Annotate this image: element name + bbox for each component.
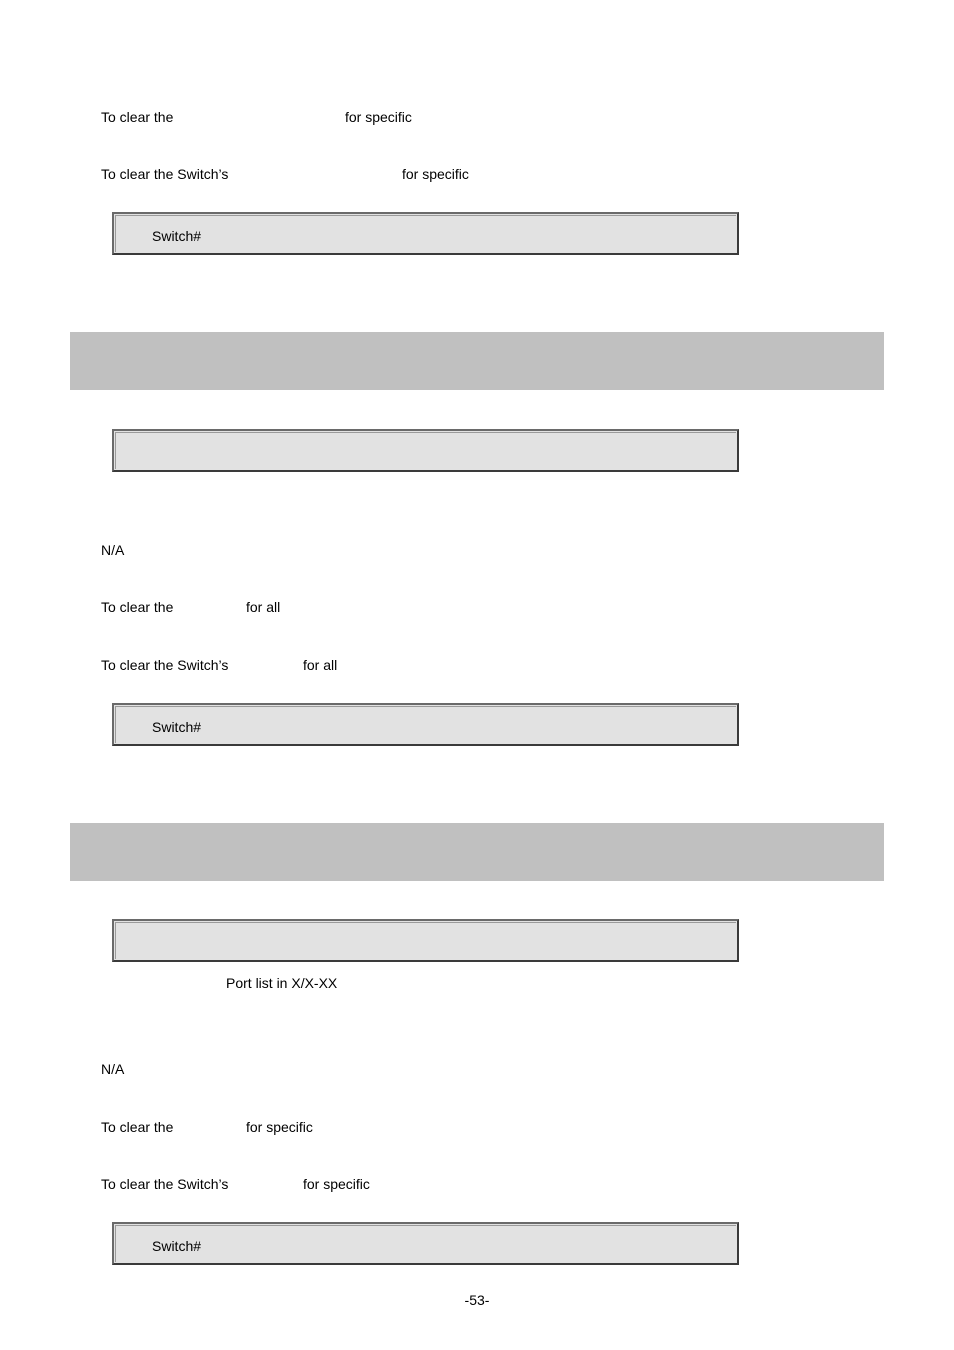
example-code-box xyxy=(112,212,739,255)
default-value: N/A xyxy=(101,542,125,558)
command-syntax-box xyxy=(112,429,739,472)
usage-lead: To clear the xyxy=(101,109,174,125)
usage-tail: for specific xyxy=(246,1119,313,1135)
code-prompt: Switch# xyxy=(152,228,202,244)
code-prompt: Switch# xyxy=(152,1238,202,1254)
page-number: -53- xyxy=(464,1292,490,1308)
example-tail: for specific xyxy=(303,1176,370,1192)
example-lead: To clear the Switch’s xyxy=(101,166,229,182)
section-heading-band xyxy=(70,332,884,390)
example-code-box xyxy=(112,703,739,746)
example-tail: for specific xyxy=(402,166,469,182)
section-heading-band xyxy=(70,823,884,881)
parameter-description: Port list in X/X-XX xyxy=(226,975,338,991)
code-prompt: Switch# xyxy=(152,719,202,735)
usage-lead: To clear the xyxy=(101,1119,174,1135)
usage-tail: for all xyxy=(246,599,281,615)
command-syntax-box xyxy=(112,919,739,962)
example-lead: To clear the Switch’s xyxy=(101,1176,229,1192)
example-lead: To clear the Switch’s xyxy=(101,657,229,673)
example-tail: for all xyxy=(303,657,338,673)
example-code-box xyxy=(112,1222,739,1265)
default-value: N/A xyxy=(101,1061,125,1077)
usage-tail: for specific xyxy=(345,109,412,125)
usage-lead: To clear the xyxy=(101,599,174,615)
